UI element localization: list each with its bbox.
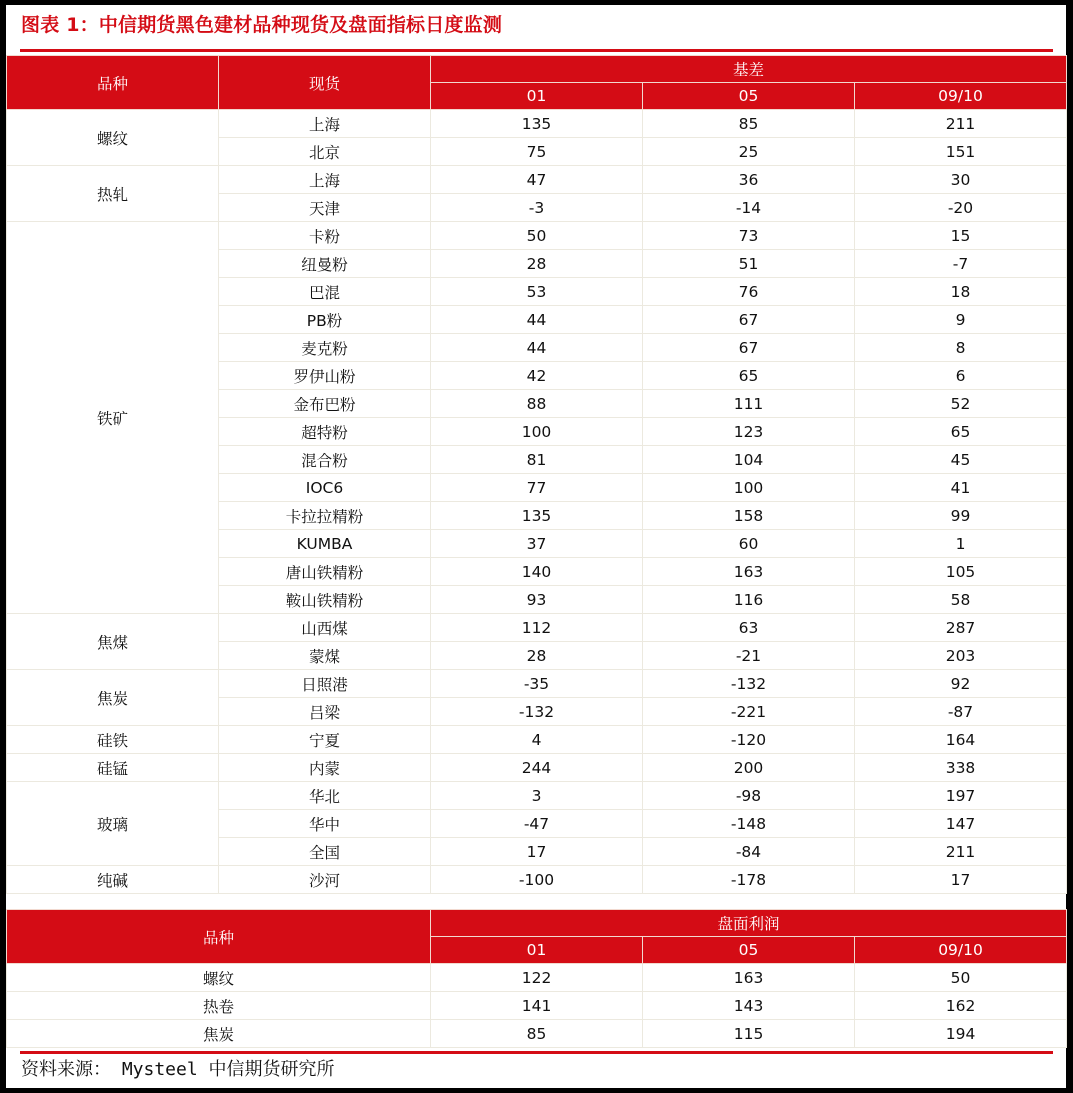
header-contract-0910: 09/10 xyxy=(855,83,1067,110)
basis-value-cell: -47 xyxy=(431,810,643,838)
basis-value-cell: -14 xyxy=(643,194,855,222)
profit-value-cell: 163 xyxy=(643,964,855,992)
profit-table-body xyxy=(7,964,1067,1048)
basis-value-cell: 287 xyxy=(855,614,1067,642)
spot-cell: 卡粉 xyxy=(219,222,431,250)
basis-value-cell: 28 xyxy=(431,250,643,278)
table-row xyxy=(7,222,1067,250)
profit-value-cell: 115 xyxy=(643,1020,855,1048)
basis-value-cell: 30 xyxy=(855,166,1067,194)
table-row xyxy=(7,754,1067,782)
profit-value-cell: 85 xyxy=(431,1020,643,1048)
header-futures-profit: 盘面利润 xyxy=(431,910,1067,937)
basis-value-cell: 67 xyxy=(643,306,855,334)
header-spot: 现货 xyxy=(219,56,431,110)
basis-value-cell: 77 xyxy=(431,474,643,502)
basis-value-cell: 65 xyxy=(855,418,1067,446)
variety-cell: 焦煤 xyxy=(7,614,219,670)
header-contract-05: 05 xyxy=(643,937,855,964)
variety-cell: 焦炭 xyxy=(7,670,219,726)
basis-value-cell: 63 xyxy=(643,614,855,642)
variety-cell: 焦炭 xyxy=(7,1020,431,1048)
basis-value-cell: -178 xyxy=(643,866,855,894)
source-note: 资料来源： Mysteel 中信期货研究所 xyxy=(21,1059,335,1080)
basis-table xyxy=(6,55,1067,894)
spot-cell: 沙河 xyxy=(219,866,431,894)
spot-cell: 麦克粉 xyxy=(219,334,431,362)
basis-value-cell: 211 xyxy=(855,110,1067,138)
basis-value-cell: 65 xyxy=(643,362,855,390)
basis-value-cell: 58 xyxy=(855,586,1067,614)
basis-value-cell: 197 xyxy=(855,782,1067,810)
footer-divider xyxy=(20,1051,1053,1054)
spot-cell: KUMBA xyxy=(219,530,431,558)
spot-cell: 鞍山铁精粉 xyxy=(219,586,431,614)
basis-value-cell: 158 xyxy=(643,502,855,530)
basis-value-cell: 135 xyxy=(431,110,643,138)
basis-value-cell: -100 xyxy=(431,866,643,894)
spot-cell: 天津 xyxy=(219,194,431,222)
spot-cell: 北京 xyxy=(219,138,431,166)
basis-value-cell: 116 xyxy=(643,586,855,614)
profit-value-cell: 50 xyxy=(855,964,1067,992)
basis-value-cell: -221 xyxy=(643,698,855,726)
basis-value-cell: 3 xyxy=(431,782,643,810)
basis-value-cell: -21 xyxy=(643,642,855,670)
basis-value-cell: 76 xyxy=(643,278,855,306)
profit-value-cell: 162 xyxy=(855,992,1067,1020)
spot-cell: 华中 xyxy=(219,810,431,838)
variety-cell: 铁矿 xyxy=(7,222,219,614)
report-page xyxy=(6,5,1066,1088)
basis-value-cell: 140 xyxy=(431,558,643,586)
table-row xyxy=(7,670,1067,698)
basis-value-cell: 92 xyxy=(855,670,1067,698)
basis-value-cell: 8 xyxy=(855,334,1067,362)
variety-cell: 玻璃 xyxy=(7,782,219,866)
table-row xyxy=(7,166,1067,194)
basis-value-cell: -98 xyxy=(643,782,855,810)
profit-value-cell: 143 xyxy=(643,992,855,1020)
profit-table xyxy=(6,909,1067,1048)
basis-value-cell: 52 xyxy=(855,390,1067,418)
variety-cell: 螺纹 xyxy=(7,964,431,992)
basis-value-cell: 100 xyxy=(643,474,855,502)
profit-value-cell: 122 xyxy=(431,964,643,992)
profit-value-cell: 141 xyxy=(431,992,643,1020)
table-row xyxy=(7,964,1067,992)
table-row xyxy=(7,614,1067,642)
spot-cell: 华北 xyxy=(219,782,431,810)
basis-table-body xyxy=(7,110,1067,894)
basis-value-cell: 147 xyxy=(855,810,1067,838)
header-contract-05: 05 xyxy=(643,83,855,110)
basis-value-cell: -84 xyxy=(643,838,855,866)
basis-value-cell: 111 xyxy=(643,390,855,418)
basis-value-cell: 104 xyxy=(643,446,855,474)
basis-value-cell: 67 xyxy=(643,334,855,362)
spot-cell: 上海 xyxy=(219,110,431,138)
basis-value-cell: -87 xyxy=(855,698,1067,726)
basis-value-cell: 17 xyxy=(855,866,1067,894)
basis-value-cell: -35 xyxy=(431,670,643,698)
basis-value-cell: 4 xyxy=(431,726,643,754)
basis-value-cell: 135 xyxy=(431,502,643,530)
basis-value-cell: 36 xyxy=(643,166,855,194)
basis-value-cell: 9 xyxy=(855,306,1067,334)
table-row xyxy=(7,1020,1067,1048)
table-row xyxy=(7,726,1067,754)
spot-cell: 吕梁 xyxy=(219,698,431,726)
basis-value-cell: 100 xyxy=(431,418,643,446)
basis-value-cell: 93 xyxy=(431,586,643,614)
basis-value-cell: 105 xyxy=(855,558,1067,586)
basis-value-cell: 123 xyxy=(643,418,855,446)
basis-value-cell: 163 xyxy=(643,558,855,586)
basis-value-cell: 60 xyxy=(643,530,855,558)
spot-cell: 唐山铁精粉 xyxy=(219,558,431,586)
basis-value-cell: 81 xyxy=(431,446,643,474)
header-variety: 品种 xyxy=(7,910,431,964)
basis-value-cell: 211 xyxy=(855,838,1067,866)
basis-value-cell: 37 xyxy=(431,530,643,558)
table-row xyxy=(7,992,1067,1020)
variety-cell: 硅铁 xyxy=(7,726,219,754)
basis-value-cell: 112 xyxy=(431,614,643,642)
basis-value-cell: 151 xyxy=(855,138,1067,166)
basis-value-cell: 42 xyxy=(431,362,643,390)
basis-value-cell: -132 xyxy=(643,670,855,698)
spot-cell: 混合粉 xyxy=(219,446,431,474)
basis-value-cell: 44 xyxy=(431,306,643,334)
spot-cell: 日照港 xyxy=(219,670,431,698)
basis-value-cell: 50 xyxy=(431,222,643,250)
basis-value-cell: 200 xyxy=(643,754,855,782)
spot-cell: 罗伊山粉 xyxy=(219,362,431,390)
spot-cell: 金布巴粉 xyxy=(219,390,431,418)
figure-title: 图表 1：中信期货黑色建材品种现货及盘面指标日度监测 xyxy=(21,14,503,36)
basis-value-cell: -148 xyxy=(643,810,855,838)
table-row xyxy=(7,866,1067,894)
basis-value-cell: 25 xyxy=(643,138,855,166)
variety-cell: 螺纹 xyxy=(7,110,219,166)
basis-value-cell: 41 xyxy=(855,474,1067,502)
basis-value-cell: 45 xyxy=(855,446,1067,474)
table-row xyxy=(7,110,1067,138)
variety-cell: 热轧 xyxy=(7,166,219,222)
variety-cell: 热卷 xyxy=(7,992,431,1020)
basis-value-cell: 99 xyxy=(855,502,1067,530)
basis-value-cell: 28 xyxy=(431,642,643,670)
spot-cell: 内蒙 xyxy=(219,754,431,782)
basis-value-cell: 75 xyxy=(431,138,643,166)
header-contract-01: 01 xyxy=(431,937,643,964)
spot-cell: 卡拉拉精粉 xyxy=(219,502,431,530)
basis-value-cell: 338 xyxy=(855,754,1067,782)
spot-cell: 蒙煤 xyxy=(219,642,431,670)
spot-cell: IOC6 xyxy=(219,474,431,502)
basis-value-cell: 18 xyxy=(855,278,1067,306)
basis-value-cell: 6 xyxy=(855,362,1067,390)
basis-value-cell: 51 xyxy=(643,250,855,278)
header-contract-01: 01 xyxy=(431,83,643,110)
spot-cell: 巴混 xyxy=(219,278,431,306)
basis-value-cell: -120 xyxy=(643,726,855,754)
basis-value-cell: 47 xyxy=(431,166,643,194)
spot-cell: 纽曼粉 xyxy=(219,250,431,278)
basis-value-cell: 164 xyxy=(855,726,1067,754)
spot-cell: 山西煤 xyxy=(219,614,431,642)
spot-cell: 超特粉 xyxy=(219,418,431,446)
basis-value-cell: -132 xyxy=(431,698,643,726)
basis-value-cell: 88 xyxy=(431,390,643,418)
profit-value-cell: 194 xyxy=(855,1020,1067,1048)
title-divider xyxy=(20,49,1053,52)
variety-cell: 纯碱 xyxy=(7,866,219,894)
spot-cell: 上海 xyxy=(219,166,431,194)
basis-value-cell: 15 xyxy=(855,222,1067,250)
spot-cell: 宁夏 xyxy=(219,726,431,754)
basis-value-cell: 44 xyxy=(431,334,643,362)
header-basis: 基差 xyxy=(431,56,1067,83)
basis-value-cell: 244 xyxy=(431,754,643,782)
header-variety: 品种 xyxy=(7,56,219,110)
basis-value-cell: -7 xyxy=(855,250,1067,278)
table-row xyxy=(7,782,1067,810)
basis-value-cell: 17 xyxy=(431,838,643,866)
variety-cell: 硅锰 xyxy=(7,754,219,782)
basis-value-cell: -3 xyxy=(431,194,643,222)
basis-value-cell: -20 xyxy=(855,194,1067,222)
basis-value-cell: 203 xyxy=(855,642,1067,670)
basis-value-cell: 85 xyxy=(643,110,855,138)
basis-value-cell: 1 xyxy=(855,530,1067,558)
header-contract-0910: 09/10 xyxy=(855,937,1067,964)
spot-cell: 全国 xyxy=(219,838,431,866)
basis-value-cell: 53 xyxy=(431,278,643,306)
basis-value-cell: 73 xyxy=(643,222,855,250)
spot-cell: PB粉 xyxy=(219,306,431,334)
